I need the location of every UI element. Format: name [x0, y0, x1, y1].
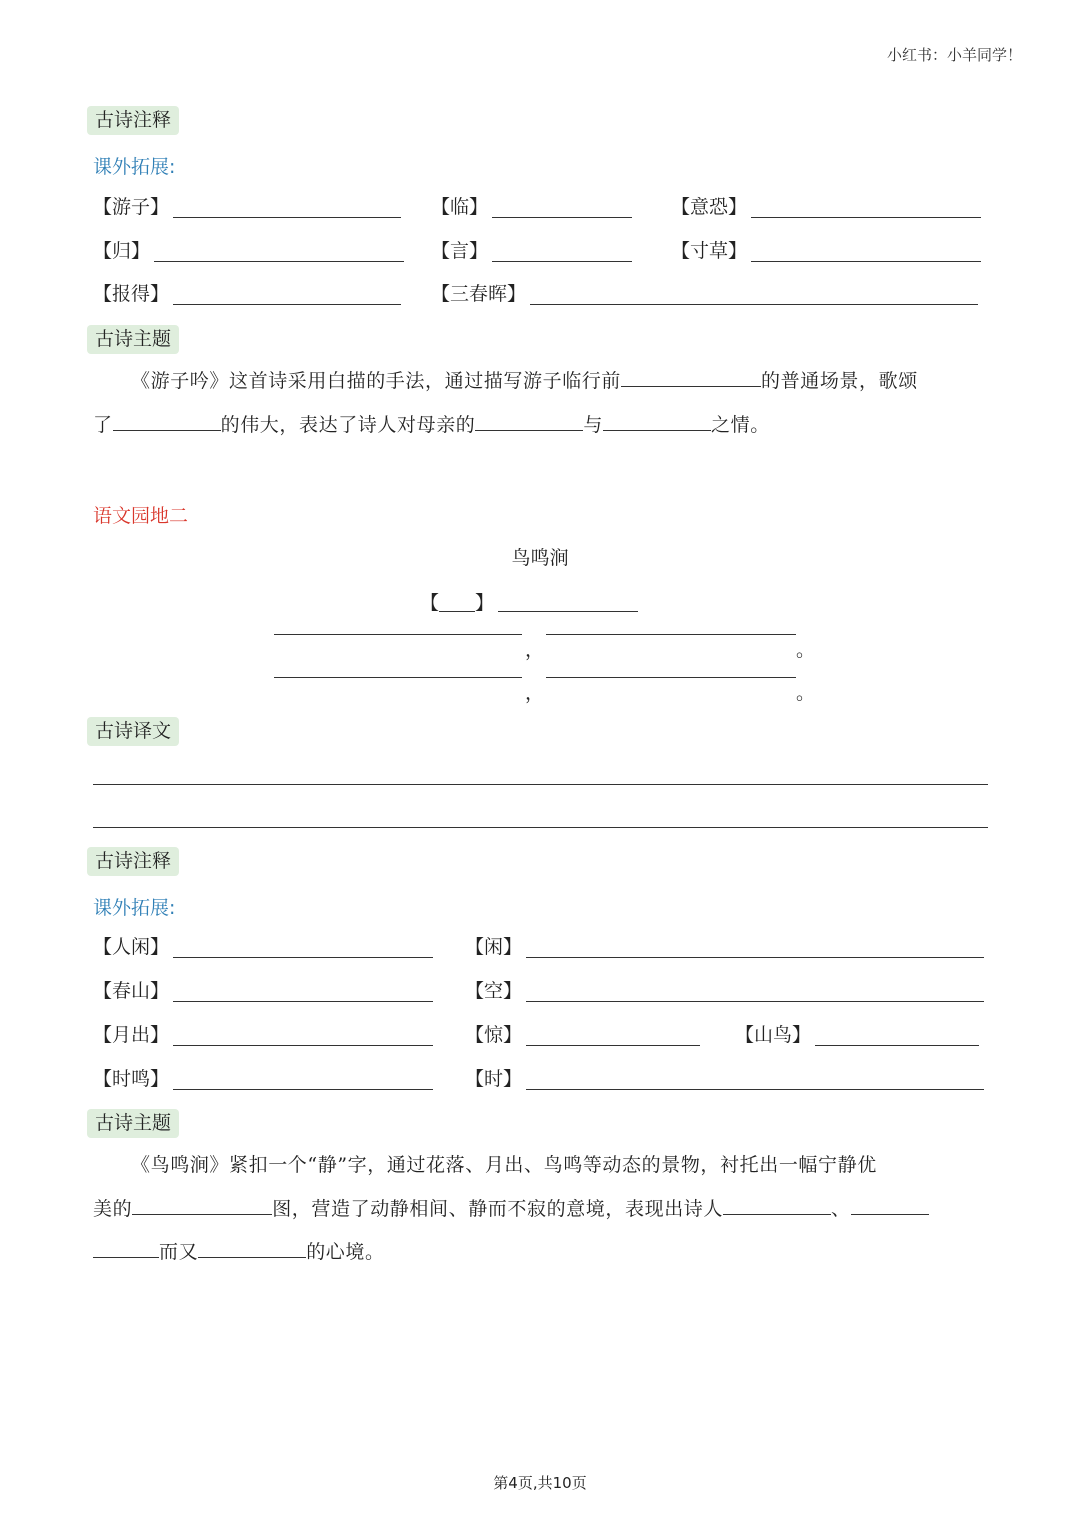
term-youzi — [93, 192, 401, 222]
notes-tag: 古诗注释 — [87, 847, 179, 876]
term-jing — [465, 1020, 700, 1050]
answer-blank[interactable] — [621, 364, 761, 387]
answer-blank[interactable] — [173, 197, 401, 218]
poem-line-blank[interactable] — [274, 677, 522, 678]
theme-tag: 古诗主题 — [87, 1109, 179, 1138]
term-xian — [465, 932, 984, 962]
term-gui — [93, 236, 404, 266]
term-label: 【临】 — [431, 196, 489, 218]
answer-blank[interactable] — [173, 1069, 433, 1090]
answer-blank[interactable] — [492, 197, 632, 218]
bracket-open: 【 — [420, 591, 440, 614]
answer-blank[interactable] — [173, 981, 433, 1002]
term-label: 【三春晖】 — [431, 283, 527, 305]
theme-text: 的伟大，表达了诗人对母亲的 — [220, 413, 476, 436]
theme-text: 而又 — [159, 1241, 199, 1263]
extension-label: 课外拓展: — [93, 897, 176, 919]
translation-blank[interactable] — [93, 784, 988, 785]
answer-blank[interactable] — [132, 1192, 272, 1215]
term-label: 【山鸟】 — [735, 1024, 812, 1046]
term-row-7 — [93, 1064, 988, 1094]
term-sanchunhui — [431, 279, 978, 309]
term-shi — [465, 1064, 984, 1094]
theme-text: 、 — [831, 1197, 851, 1220]
answer-blank[interactable] — [526, 1025, 700, 1046]
term-shanniao — [735, 1020, 979, 1050]
theme-text: 与 — [583, 413, 604, 436]
answer-blank[interactable] — [93, 1235, 159, 1258]
translation-tag: 古诗译文 — [87, 717, 179, 746]
answer-blank[interactable] — [603, 408, 711, 431]
theme-text: 《游子吟》这首诗采用白描的手法，通过描写游子临行前 — [131, 370, 622, 392]
term-label: 【报得】 — [93, 283, 170, 305]
theme-tag: 古诗主题 — [87, 325, 179, 354]
answer-blank[interactable] — [530, 284, 978, 305]
comma: ， — [525, 682, 545, 704]
answer-blank[interactable] — [475, 408, 583, 431]
term-label: 【惊】 — [465, 1024, 523, 1046]
theme-paragraph — [93, 1144, 988, 1275]
term-yikong — [671, 192, 981, 222]
page-number: 第4页,共10页 — [493, 1474, 587, 1492]
answer-blank[interactable] — [851, 1192, 929, 1215]
term-label: 【春山】 — [93, 980, 170, 1002]
term-lin — [431, 192, 632, 222]
notes-tag: 古诗注释 — [87, 106, 179, 135]
answer-blank[interactable] — [751, 241, 981, 262]
section-title: 语文园地二 — [93, 505, 189, 527]
term-cuncao — [671, 236, 981, 266]
watermark: 小红书：小羊同学！ — [886, 46, 1022, 64]
term-label: 【意恐】 — [671, 196, 748, 218]
answer-blank[interactable] — [113, 408, 221, 431]
comma: ， — [525, 639, 545, 661]
term-label: 【闲】 — [465, 936, 523, 958]
term-label: 【月出】 — [93, 1024, 170, 1046]
theme-text: 图，营造了动静相间、静而不寂的意境，表现出诗人 — [272, 1197, 724, 1220]
term-row-5 — [93, 976, 988, 1006]
theme-paragraph — [93, 360, 988, 447]
term-row-3 — [93, 279, 988, 309]
period: 。 — [796, 639, 816, 661]
term-chunshan — [93, 976, 433, 1006]
answer-blank[interactable] — [492, 241, 632, 262]
theme-text: 之情。 — [711, 413, 770, 436]
term-label: 【游子】 — [93, 196, 170, 218]
term-kong — [465, 976, 984, 1006]
answer-blank[interactable] — [751, 197, 981, 218]
term-label: 【寸草】 — [671, 240, 748, 262]
term-renxian — [93, 932, 433, 962]
answer-blank[interactable] — [198, 1235, 306, 1258]
answer-blank[interactable] — [723, 1192, 831, 1215]
term-label: 【归】 — [93, 240, 151, 262]
answer-blank[interactable] — [154, 241, 404, 262]
period: 。 — [796, 682, 816, 704]
term-label: 【人闲】 — [93, 936, 170, 958]
poem-line-blank[interactable] — [274, 634, 522, 635]
translation-blank[interactable] — [93, 827, 988, 828]
term-yan — [431, 236, 632, 266]
answer-blank[interactable] — [526, 981, 984, 1002]
answer-blank[interactable] — [173, 937, 433, 958]
term-shiming — [93, 1064, 433, 1094]
term-row-4 — [93, 932, 988, 962]
poem-title: 鸟鸣涧 — [511, 547, 569, 569]
poem-line-blank[interactable] — [546, 634, 796, 635]
answer-blank[interactable] — [526, 937, 984, 958]
term-row-1 — [93, 192, 988, 222]
term-row-2 — [93, 236, 988, 266]
theme-text: 《鸟鸣涧》紧扣一个“静”字，通过花落、月出、鸟鸣等动态的景物，衬托出一幅宁静优 — [131, 1154, 877, 1176]
author-blank[interactable] — [498, 591, 638, 612]
theme-text: 美的 — [93, 1197, 133, 1220]
theme-text: 的普通场景，歌颂 — [761, 370, 918, 392]
term-label: 【言】 — [431, 240, 489, 262]
theme-text: 的心境。 — [306, 1241, 385, 1263]
poem-line-blank[interactable] — [546, 677, 796, 678]
term-label: 【时】 — [465, 1068, 523, 1090]
answer-blank[interactable] — [173, 1025, 433, 1046]
theme-text: 了 — [93, 413, 113, 436]
term-row-6 — [93, 1020, 988, 1050]
extension-label: 课外拓展: — [93, 156, 176, 178]
dynasty-blank[interactable] — [439, 591, 475, 612]
term-yuechu — [93, 1020, 433, 1050]
answer-blank[interactable] — [815, 1025, 979, 1046]
answer-blank[interactable] — [526, 1069, 984, 1090]
term-baode — [93, 279, 401, 309]
answer-blank[interactable] — [173, 284, 401, 305]
term-label: 【空】 — [465, 980, 523, 1002]
bracket-close: 】 — [475, 591, 495, 614]
term-label: 【时鸣】 — [93, 1068, 170, 1090]
author-line — [420, 586, 638, 616]
